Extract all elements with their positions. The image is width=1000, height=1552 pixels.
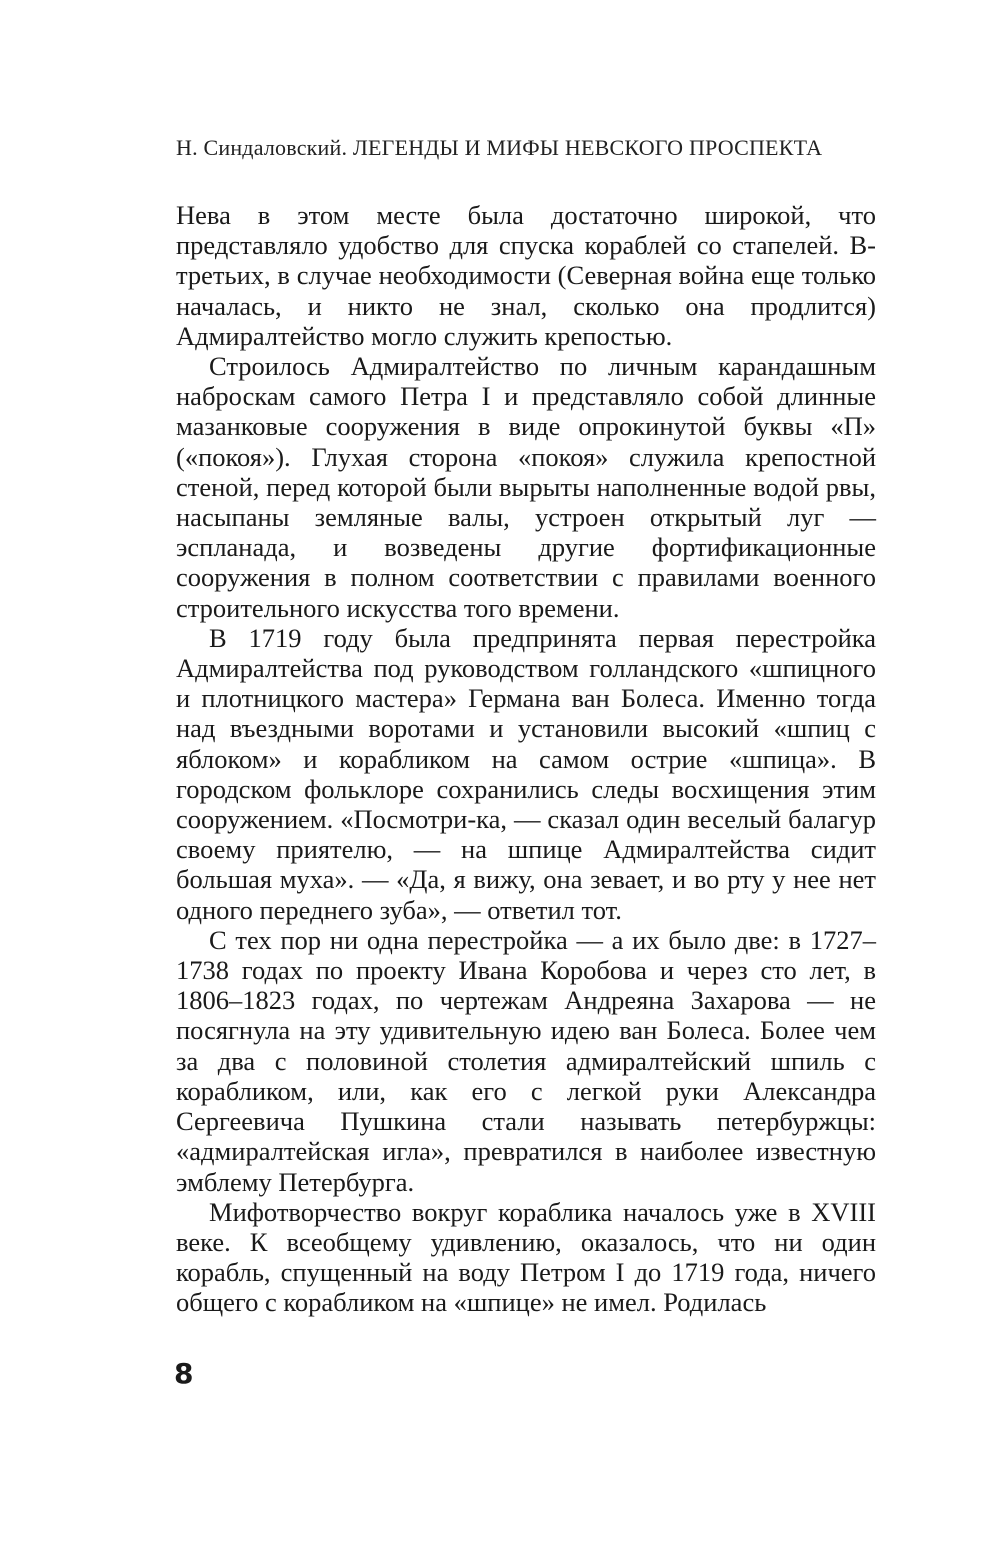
paragraph: Мифотворчество вокруг кораблика началось уже в XVIII веке. К всеобщему удивлению, оказалось, что ни один корабль, спущенный на воду Петром I до 1719 года, ничего общего с корабликом на «шпице» не имел. Родилась [176,1196,876,1318]
paragraph: С тех пор ни одна перестройка — а их было две: в 1727–1738 годах по проекту Ивана Коробова и через сто лет, в 1806–1823 годах, по чертежам Андреяна Захарова — не посягнула на эту удивительную идею ван Болеса. Более чем за два с половиной столетия адмиралтейский шпиль с корабликом, или, как его с легкой руки Александра Сергеевича Пушкина стали называть петербуржцы: «адмиралтейская игла», превратился в наиболее известную эмблему Петербурга. [176,924,876,1197]
running-header: Н. Синдаловский. ЛЕГЕНДЫ И МИФЫ НЕВСКОГО ПРОСПЕКТА [176,135,823,160]
paragraph: В 1719 году была предпринята первая перестройка Адмиралтейства под руководством голландского «шпицного и плотницкого мастера» Германа ван Болеса. Именно тогда над въездными воротами и установили высокий «шпиц с яблоком» и корабликом на самом острие «шпица». В городском фольклоре сохранились следы восхищения этим сооружением. «Посмотри-ка, — сказал один веселый балагур своему приятелю, — на шпице Адмиралтейства сидит большая муха». — «Да, я вижу, она зевает, и во рту у нее нет одного переднего зуба», — ответил тот. [176,622,876,925]
paragraph: Нева в этом месте была достаточно широкой, что представляло удобство для спуска кораблей со стапелей. В-третьих, в случае необходимости (Северная война еще только началась, и никто не знал, сколько она продлится) Адмиралтейство могло служить крепостью. [176,200,876,351]
page-number: 8 [174,1357,194,1390]
paragraph: Строилось Адмиралтейство по личным карандашным наброскам самого Петра I и представляло собой длинные мазанковые сооружения в виде опрокинутой буквы «П» («покоя»). Глухая сторона «покоя» служила крепостной стеной, перед которой были вырыты наполненные водой рвы, насыпаны земляные валы, устроен открытый луг — эспланада, и возведены другие фортификационные сооружения в полном соответствии с правилами военного строительного искусства того времени. [176,351,876,623]
body-text [176,200,876,1318]
